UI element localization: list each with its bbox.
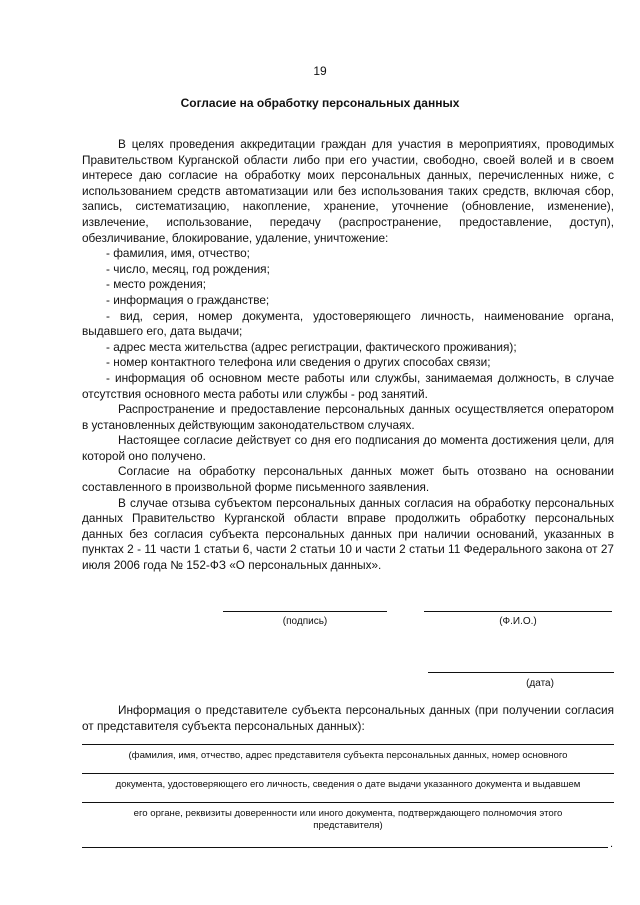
list-item: - информация об основном месте работы или службы, занимаемая должность, в случае отсутствия основного места работы или службы - род занятий. xyxy=(82,370,614,401)
list-item: - место рождения; xyxy=(106,277,206,292)
paragraph: В случае отзыва субъектом персональных данных согласия на обработку персональных данных Правительство Курганской области вправе продолжить обработку персональных данных без согласия субъекта персональных данных при наличии оснований, указанных в пунктах 2 - 11 части 1 статьи 6, части 2 статьи 10 и части 2 статьи 11 Федерального закона от 27 июля 2006 года № 152-ФЗ «О персональных данных». xyxy=(82,495,614,573)
list-item: - фамилия, имя, отчество; xyxy=(106,246,250,261)
list-item: - номер контактного телефона или сведения о других способах связи; xyxy=(106,355,491,370)
representative-caption-1: (фамилия, имя, отчество, адрес представителя субъекта персональных данных, номер основного xyxy=(128,750,568,761)
list-item: - число, месяц, год рождения; xyxy=(106,261,270,276)
data-list xyxy=(82,246,614,402)
paragraph: Настоящее согласие действует со дня его подписания до момента достижения цели, для которой оно получено. xyxy=(82,433,614,463)
end-mark: . xyxy=(610,838,614,850)
date-line[interactable] xyxy=(428,672,614,673)
representative-line-2[interactable] xyxy=(82,773,614,774)
representative-line-4[interactable] xyxy=(82,847,608,848)
representative-line-1[interactable] xyxy=(82,744,614,745)
date-caption: (дата) xyxy=(526,678,554,689)
paragraph: Распространение и предоставление персональных данных осуществляется оператором в установленных действующим законодательством случаях. xyxy=(82,402,614,432)
representative-caption-3: его органе, реквизиты доверенности или иного документа, подтверждающего полномочия этого представителя) xyxy=(133,808,563,831)
signature-caption: (подпись) xyxy=(282,616,328,627)
name-caption: (Ф.И.О.) xyxy=(499,616,537,627)
signature-line[interactable] xyxy=(223,611,387,612)
list-item: - информация о гражданстве; xyxy=(106,292,270,307)
list-item: - адрес места жительства (адрес регистрации, фактического проживания); xyxy=(106,339,517,354)
representative-heading: Информация о представителе субъекта персональных данных (при получении согласия от представителя субъекта персональных данных): xyxy=(82,703,614,733)
page-number: 19 xyxy=(313,64,327,78)
representative-line-3[interactable] xyxy=(82,802,614,803)
list-item: - вид, серия, номер документа, удостоверяющего личность, наименование органа, выдавшего его, дата выдачи; xyxy=(82,308,614,339)
consent-body xyxy=(82,137,614,574)
representative-caption-2: документа, удостоверяющего его личность, сведения о дате выдачи указанного документа и выдавшем xyxy=(115,779,581,790)
paragraph: Согласие на обработку персональных данных может быть отозвано на основании составленного в произвольной форме письменного заявления. xyxy=(82,464,614,495)
document-title: Согласие на обработку персональных данных xyxy=(180,96,460,110)
intro-paragraph: В целях проведения аккредитации граждан для участия в мероприятиях, проводимых Правительством Курганской области либо при его участии, свободно, своей волей и в своем интересе даю согласие на обработку моих персональных данных, перечисленных ниже, с использованием средств автоматизации или без использования таких средств, включая сбор, запись, систематизацию, накопление, хранение, уточнение (обновление, изменение), извлечение, использование, передачу (распространение, предоставление, доступ), обезличивание, блокирование, удаление, уничтожение: xyxy=(82,137,614,245)
name-line[interactable] xyxy=(424,611,612,612)
